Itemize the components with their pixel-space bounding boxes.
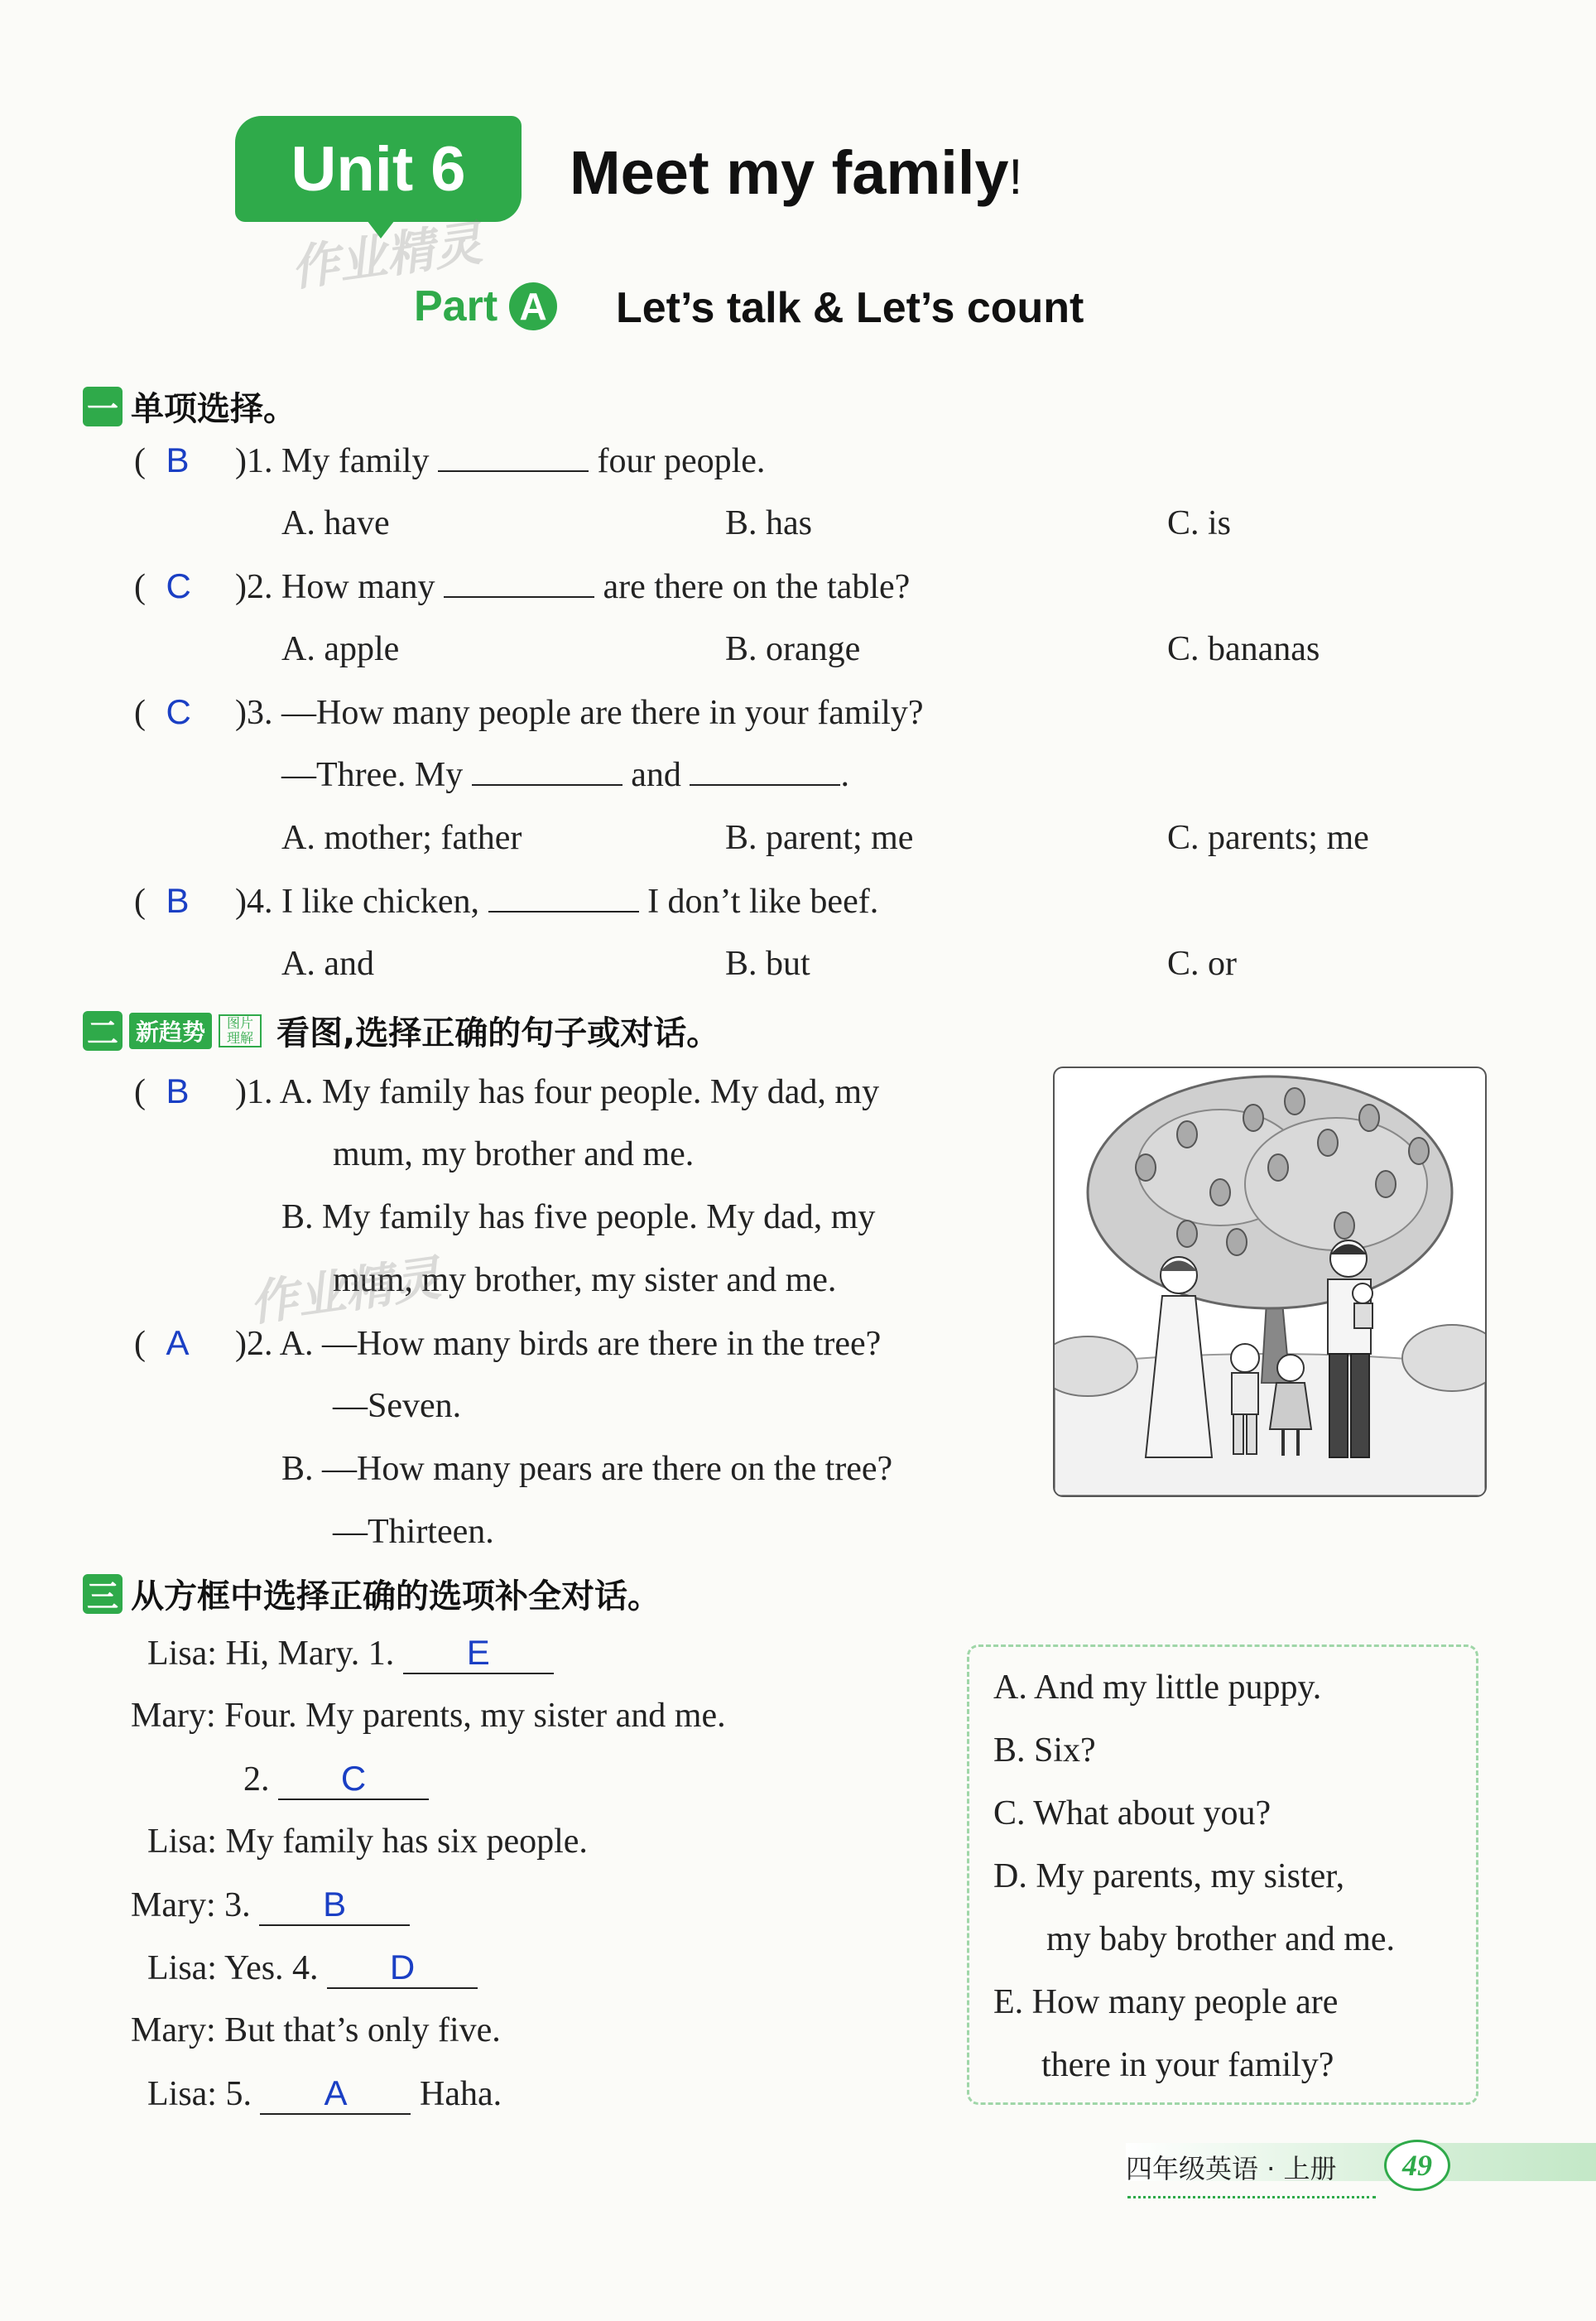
stem-text: How many — [281, 568, 435, 606]
stem-text: four people. — [597, 442, 766, 480]
title-text: Meet my family — [570, 138, 1009, 207]
option-text: —Seven. — [333, 1387, 462, 1425]
dialogue-text: My family has six people. — [225, 1823, 588, 1861]
s2-question-2: ( A )2. A. —How many birds are there in the tree? — [134, 1323, 882, 1363]
dialogue-line — [131, 1696, 726, 1736]
new-trend-badge: 新趋势 — [129, 1013, 212, 1049]
question-number: )2. — [235, 568, 273, 606]
watermark: 作业精灵 — [246, 1250, 445, 1332]
section2-heading — [83, 1007, 719, 1054]
dialogue-line — [147, 1948, 478, 1989]
option-text: mum, my brother, my sister and me. — [333, 1261, 837, 1299]
option-text: —Thirteen. — [333, 1513, 494, 1551]
section-title: 从方框中选择正确的选项补全对话。 — [131, 1577, 661, 1616]
stem-text: I don’t like beef. — [647, 883, 879, 921]
option-a: A. have — [281, 504, 390, 542]
answer-blank[interactable]: B — [259, 1885, 410, 1926]
part-letter-circle: A — [509, 282, 557, 330]
dialogue-text: 5. — [225, 2075, 252, 2113]
speaker: Lisa: — [147, 1823, 217, 1861]
answer-mark: B — [166, 881, 190, 920]
watermark: 作业精灵 — [287, 214, 486, 297]
speaker: Mary: — [131, 1886, 216, 1924]
option-text: B. My family has five people. My dad, my — [281, 1198, 876, 1236]
question-number: )1. — [235, 442, 273, 480]
option-a: A. and — [281, 945, 374, 983]
option-b: B. has — [725, 504, 812, 542]
answer-blank[interactable] — [472, 756, 623, 786]
answer-mark: A — [166, 1323, 190, 1362]
footer-book-title: 四年级英语 · 上册 — [1126, 2153, 1337, 2184]
option-b: B. orange — [725, 630, 861, 668]
stem-text: —Three. My — [281, 756, 464, 794]
s2-question-1: ( B )1. A. My family has four people. My dad, my — [134, 1071, 880, 1111]
title-punct: ! — [1008, 149, 1023, 205]
question-number: )4. — [235, 883, 273, 921]
answer-blank[interactable] — [438, 442, 589, 472]
family-pear-tree-picture — [1053, 1067, 1487, 1497]
part-text: Part — [414, 282, 498, 330]
option-text: B. —How many pears are there on the tree? — [281, 1450, 893, 1488]
dialogue-text: Hi, Mary. 1. — [225, 1635, 395, 1673]
stem-text: are there on the table? — [603, 568, 911, 606]
dialogue-text: Four. My parents, my sister and me. — [224, 1697, 726, 1735]
part-label — [414, 282, 557, 331]
answer-mark: B — [166, 1071, 190, 1110]
answer-blank[interactable]: D — [327, 1948, 478, 1989]
box-option: there in your family? — [1041, 2046, 1334, 2084]
option-text: A. My family has four people. My dad, my — [279, 1073, 880, 1111]
option-a: A. mother; father — [281, 819, 522, 857]
s1-question-4: ( B )4. I like chicken, I don’t like beef. — [134, 881, 879, 921]
option-b: B. but — [725, 945, 810, 983]
answer-blank[interactable]: C — [278, 1759, 429, 1800]
option-text: A. —How many birds are there in the tree? — [279, 1325, 882, 1363]
dialogue-text: Yes. 4. — [224, 1949, 319, 1987]
box-option: D. My parents, my sister, — [993, 1857, 1345, 1895]
option-c: C. or — [1167, 945, 1237, 983]
section-number-icon: 三 — [83, 1574, 123, 1614]
option-c: C. is — [1167, 504, 1232, 542]
section-number-icon: 一 — [83, 387, 123, 426]
speaker: Lisa: — [147, 1635, 217, 1673]
dialogue-text: Haha. — [419, 2075, 502, 2113]
unit-badge: Unit 6 — [235, 116, 522, 222]
section-title: 看图,选择正确的句子或对话。 — [276, 1014, 720, 1052]
speaker: Mary: — [131, 2011, 216, 2049]
question-number: )3. — [235, 694, 273, 732]
subtitle: Let’s talk & Let’s count — [616, 284, 1084, 332]
question-number: )2. — [235, 1325, 273, 1363]
stem-text: . — [840, 756, 849, 794]
speaker: Lisa: — [147, 2075, 217, 2113]
footer-divider — [1127, 2196, 1376, 2198]
section-title: 单项选择。 — [131, 390, 296, 428]
dialogue-line — [131, 1885, 410, 1926]
box-option: E. How many people are — [993, 1983, 1339, 2021]
box-option: C. What about you? — [993, 1794, 1272, 1832]
s1-question-3-line2 — [281, 755, 849, 795]
stem-text: My family — [281, 442, 430, 480]
answer-blank[interactable] — [690, 756, 840, 786]
s1-question-3: ( C )3. —How many people are there in your family? — [134, 692, 924, 732]
dialogue-line — [243, 1759, 429, 1800]
stem-text: I like chicken, — [281, 883, 480, 921]
dialogue-text: 3. — [224, 1886, 251, 1924]
dialogue-line — [147, 1633, 554, 1674]
dialogue-text: 2. — [243, 1760, 270, 1799]
option-c: C. parents; me — [1167, 819, 1369, 857]
answer-blank[interactable] — [488, 883, 639, 913]
answer-blank[interactable]: E — [403, 1633, 554, 1674]
box-option: A. And my little puppy. — [993, 1669, 1322, 1707]
speaker: Lisa: — [147, 1949, 217, 1987]
answer-mark: C — [166, 692, 191, 731]
option-b: B. parent; me — [725, 819, 914, 857]
answer-mark: B — [166, 441, 190, 479]
answer-blank[interactable] — [444, 568, 594, 598]
page-title — [570, 137, 1022, 208]
dialogue-line — [131, 2010, 501, 2050]
box-option: B. Six? — [993, 1731, 1096, 1770]
answer-mark: C — [166, 566, 191, 605]
answer-blank[interactable]: A — [260, 2073, 411, 2115]
page-number: 49 — [1384, 2140, 1450, 2191]
box-option: my baby brother and me. — [1046, 1920, 1396, 1958]
option-a: A. apple — [281, 630, 400, 668]
section-number-icon: 二 — [83, 1011, 123, 1051]
dialogue-line — [147, 1822, 588, 1861]
question-number: )1. — [235, 1073, 273, 1111]
speaker: Mary: — [131, 1697, 216, 1735]
stem-text: and — [631, 756, 681, 794]
dialogue-line — [147, 2073, 502, 2115]
dialogue-text: But that’s only five. — [224, 2011, 501, 2049]
option-text: mum, my brother and me. — [333, 1135, 695, 1173]
s1-question-1: ( B )1. My family four people. — [134, 441, 766, 480]
option-c: C. bananas — [1167, 630, 1320, 668]
picture-understanding-badge: 图片理解 — [219, 1014, 262, 1047]
section1-heading — [83, 383, 296, 430]
section3-heading — [83, 1570, 661, 1617]
stem-text: —How many people are there in your family? — [281, 694, 924, 732]
s1-question-2: ( C )2. How many are there on the table? — [134, 566, 911, 606]
family-tree-illustration-icon — [1055, 1068, 1485, 1495]
